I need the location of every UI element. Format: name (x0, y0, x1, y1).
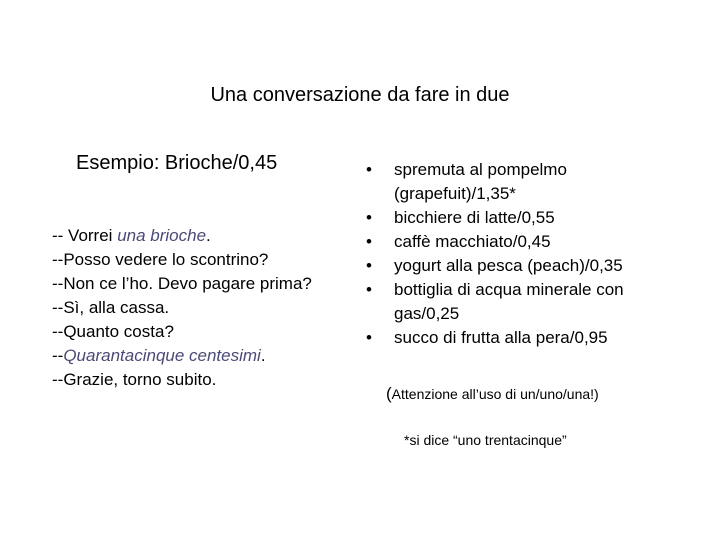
dialogue-highlight: Quarantacinque centesimi (63, 346, 261, 365)
dialogue-prefix: -- (52, 346, 64, 365)
dialogue-prefix: --Posso vedere lo scontrino? (52, 250, 269, 269)
bullet-icon: • (366, 232, 372, 251)
dialogue-suffix: . (260, 346, 266, 365)
bullet-icon: • (366, 328, 372, 347)
dialogue-highlight: una brioche (117, 226, 207, 245)
dialogue-prefix: --Non ce l’ho. Devo pagare prima? (52, 274, 312, 293)
note-open: ( (386, 384, 392, 403)
dialogue-prefix: --Quanto costa? (52, 322, 174, 341)
price-item (362, 230, 682, 254)
dialogue-line (52, 368, 322, 392)
price-item (362, 254, 682, 278)
footnote: *si dice “uno trentacinque” (404, 432, 567, 448)
bullet-icon: • (366, 208, 372, 227)
bullet-icon: • (366, 280, 372, 299)
bullet-icon: • (366, 160, 372, 179)
dialogue-prefix: -- Vorrei (52, 226, 118, 245)
dialogue-prefix: --Sì, alla cassa. (52, 298, 170, 317)
price-item (362, 278, 682, 326)
price-item-text: caffè macchiato/0,45 (394, 232, 551, 251)
dialogue-line (52, 320, 322, 344)
dialogue-prefix: --Grazie, torno subito. (52, 370, 217, 389)
page-title: Una conversazione da fare in due (210, 84, 510, 106)
dialogue-list (52, 224, 322, 392)
note-close: !) (590, 386, 599, 402)
price-item-text: bicchiere di latte/0,55 (394, 208, 555, 227)
dialogue-line (52, 272, 322, 296)
price-item (362, 326, 682, 350)
bullet-icon: • (366, 256, 372, 275)
price-item (362, 158, 682, 206)
price-item-text: bottiglia di acqua minerale con gas/0,25 (394, 280, 624, 323)
price-item-text: yogurt alla pesca (peach)/0,35 (394, 256, 623, 275)
note-text: Attenzione all’uso di un/uno/una (391, 386, 591, 402)
price-item-text: succo di frutta alla pera/0,95 (394, 328, 608, 347)
attention-note (386, 384, 599, 404)
price-item-text: spremuta al pompelmo (grapefuit)/1,35* (394, 160, 567, 203)
dialogue-line (52, 296, 322, 320)
example-line: Esempio: Brioche/0,45 (76, 152, 278, 174)
price-item (362, 206, 682, 230)
price-list (362, 158, 682, 350)
dialogue-line (52, 224, 322, 248)
dialogue-line (52, 344, 322, 368)
dialogue-line (52, 248, 322, 272)
dialogue-suffix: . (206, 226, 211, 245)
